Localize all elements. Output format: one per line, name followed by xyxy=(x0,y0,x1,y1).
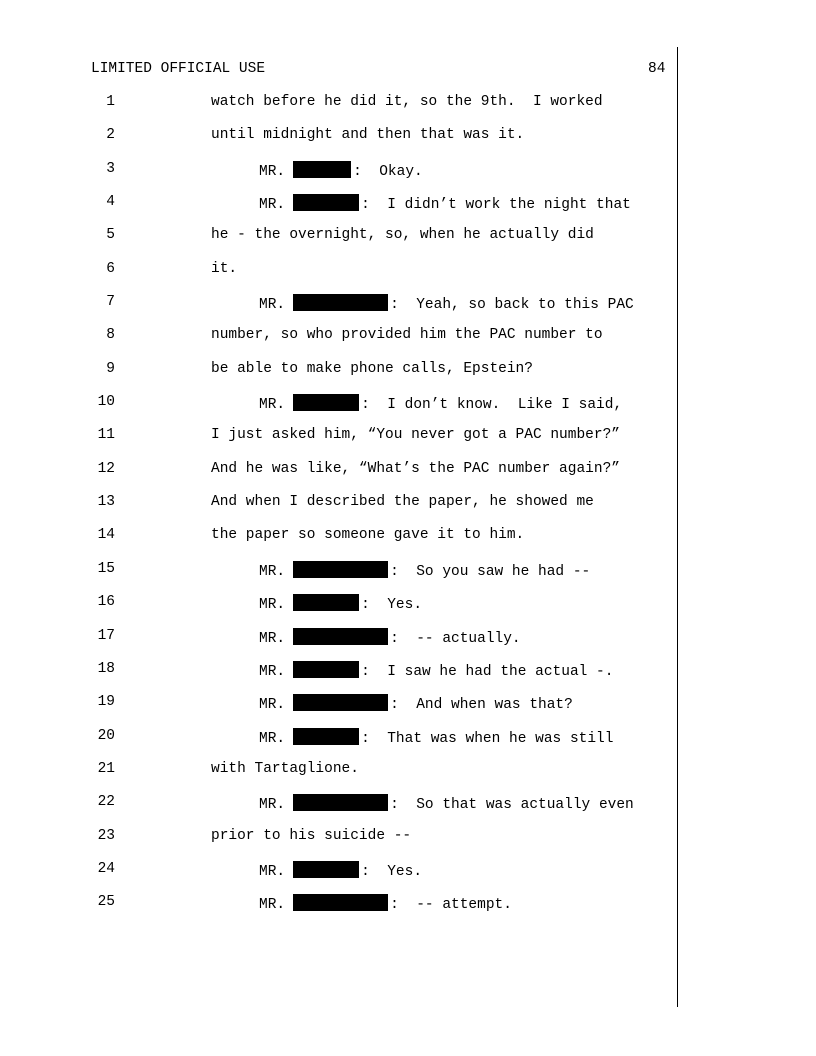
text-segment: the paper so someone gave it to him. xyxy=(211,527,525,544)
speaker-prefix: MR. xyxy=(259,397,286,414)
classification-header: LIMITED OFFICIAL USE xyxy=(91,61,266,77)
line-text xyxy=(259,628,521,647)
redaction-box xyxy=(293,294,388,311)
redaction-box xyxy=(293,661,359,678)
transcript-line xyxy=(0,194,680,227)
transcript-line xyxy=(0,527,680,560)
transcript-line xyxy=(0,861,680,894)
line-text xyxy=(211,761,359,777)
text-segment: it. xyxy=(211,260,238,277)
line-text xyxy=(259,594,422,613)
transcript-line xyxy=(0,294,680,327)
transcript-line xyxy=(0,628,680,661)
text-segment: : I didn’t work the night that xyxy=(361,197,631,214)
redaction-box xyxy=(293,861,359,878)
line-text xyxy=(211,361,533,377)
transcript-line xyxy=(0,694,680,727)
speaker-prefix: MR. xyxy=(259,863,286,880)
redaction-box xyxy=(293,628,388,645)
transcript-line xyxy=(0,661,680,694)
transcript-line xyxy=(0,894,680,927)
text-segment: : So you saw he had -- xyxy=(390,563,591,580)
text-segment: : So that was actually even xyxy=(390,797,634,814)
text-segment: with Tartaglione. xyxy=(211,760,359,777)
redaction-box xyxy=(293,161,351,178)
line-number: 23 xyxy=(97,827,115,844)
line-text xyxy=(259,294,634,313)
line-number: 12 xyxy=(97,460,115,477)
line-number: 17 xyxy=(97,627,115,644)
transcript-line xyxy=(0,427,680,460)
text-segment: And when I described the paper, he showed me xyxy=(211,494,594,511)
speaker-prefix: MR. xyxy=(259,697,286,714)
line-number: 19 xyxy=(97,694,115,711)
speaker-prefix: MR. xyxy=(259,597,286,614)
transcript-line xyxy=(0,561,680,594)
line-text xyxy=(211,94,603,110)
text-segment: : -- actually. xyxy=(390,630,521,647)
text-segment: : I saw he had the actual -. xyxy=(361,663,614,680)
transcript-line xyxy=(0,794,680,827)
line-number: 10 xyxy=(97,394,115,411)
speaker-prefix: MR. xyxy=(259,630,286,647)
transcript-line xyxy=(0,161,680,194)
line-number: 11 xyxy=(97,427,115,444)
redaction-box xyxy=(293,728,359,745)
line-text xyxy=(211,494,594,510)
redaction-box xyxy=(293,561,388,578)
speaker-prefix: MR. xyxy=(259,663,286,680)
text-segment: number, so who provided him the PAC number to xyxy=(211,327,603,344)
text-segment: : Okay. xyxy=(353,163,423,180)
line-text xyxy=(259,861,422,880)
redaction-box xyxy=(293,694,388,711)
line-text xyxy=(211,327,603,343)
line-text xyxy=(259,728,613,747)
line-number: 1 xyxy=(106,94,115,110)
line-text xyxy=(211,227,594,243)
transcript-line xyxy=(0,127,680,160)
line-number: 13 xyxy=(97,494,115,511)
redaction-box xyxy=(293,894,388,911)
line-text xyxy=(259,561,590,580)
text-segment: And he was like, “What’s the PAC number again?” xyxy=(211,460,620,477)
line-text xyxy=(211,261,237,277)
speaker-prefix: MR. xyxy=(259,197,286,214)
text-segment: he - the overnight, so, when he actually did xyxy=(211,227,594,244)
line-number: 9 xyxy=(106,360,115,377)
line-text xyxy=(259,161,423,180)
text-segment: : Yes. xyxy=(361,597,423,614)
redaction-box xyxy=(293,394,359,411)
text-segment: : -- attempt. xyxy=(390,897,512,914)
line-number: 16 xyxy=(97,594,115,611)
redaction-box xyxy=(293,194,359,211)
line-number: 22 xyxy=(97,794,115,811)
transcript-line xyxy=(0,327,680,360)
transcript-line xyxy=(0,394,680,427)
transcript-line xyxy=(0,227,680,260)
line-text xyxy=(211,527,524,543)
line-text xyxy=(211,461,620,477)
text-segment: prior to his suicide -- xyxy=(211,827,412,844)
speaker-prefix: MR. xyxy=(259,563,286,580)
speaker-prefix: MR. xyxy=(259,163,286,180)
text-segment: : Yeah, so back to this PAC xyxy=(390,297,634,314)
line-number: 24 xyxy=(97,860,115,877)
speaker-prefix: MR. xyxy=(259,730,286,747)
line-text xyxy=(259,694,573,713)
text-segment: : And when was that? xyxy=(390,697,573,714)
page-number: 84 xyxy=(648,61,666,77)
line-number: 18 xyxy=(97,660,115,677)
line-number: 3 xyxy=(106,160,115,177)
line-text xyxy=(259,394,622,413)
transcript-line xyxy=(0,94,680,127)
speaker-prefix: MR. xyxy=(259,297,286,314)
transcript-line xyxy=(0,361,680,394)
transcript-line xyxy=(0,828,680,861)
text-segment: be able to make phone calls, Epstein? xyxy=(211,360,533,377)
line-text xyxy=(259,661,613,680)
line-number: 6 xyxy=(106,260,115,277)
line-number: 21 xyxy=(97,760,115,777)
line-text xyxy=(211,828,411,844)
line-number: 4 xyxy=(106,194,115,211)
transcript-line xyxy=(0,261,680,294)
line-number: 25 xyxy=(97,894,115,911)
line-text xyxy=(259,194,631,213)
line-text xyxy=(259,894,512,913)
text-segment: : That was when he was still xyxy=(361,730,614,747)
line-number: 14 xyxy=(97,527,115,544)
redaction-box xyxy=(293,594,359,611)
text-segment: until midnight and then that was it. xyxy=(211,127,525,144)
speaker-prefix: MR. xyxy=(259,897,286,914)
redaction-box xyxy=(293,794,388,811)
speaker-prefix: MR. xyxy=(259,797,286,814)
text-segment: : I don’t know. Like I said, xyxy=(361,397,623,414)
transcript-lines xyxy=(0,94,680,928)
line-number: 2 xyxy=(106,127,115,144)
line-number: 20 xyxy=(97,727,115,744)
line-text xyxy=(211,427,620,443)
line-text xyxy=(259,794,634,813)
transcript-line xyxy=(0,728,680,761)
line-number: 15 xyxy=(97,560,115,577)
line-text xyxy=(211,127,524,143)
transcript-line xyxy=(0,594,680,627)
line-number: 5 xyxy=(106,227,115,244)
transcript-line xyxy=(0,494,680,527)
transcript-line xyxy=(0,461,680,494)
text-segment: watch before he did it, so the 9th. I worked xyxy=(211,94,603,110)
text-segment: I just asked him, “You never got a PAC number?” xyxy=(211,427,620,444)
line-number: 7 xyxy=(106,294,115,311)
text-segment: : Yes. xyxy=(361,863,423,880)
transcript-line xyxy=(0,761,680,794)
line-number: 8 xyxy=(106,327,115,344)
